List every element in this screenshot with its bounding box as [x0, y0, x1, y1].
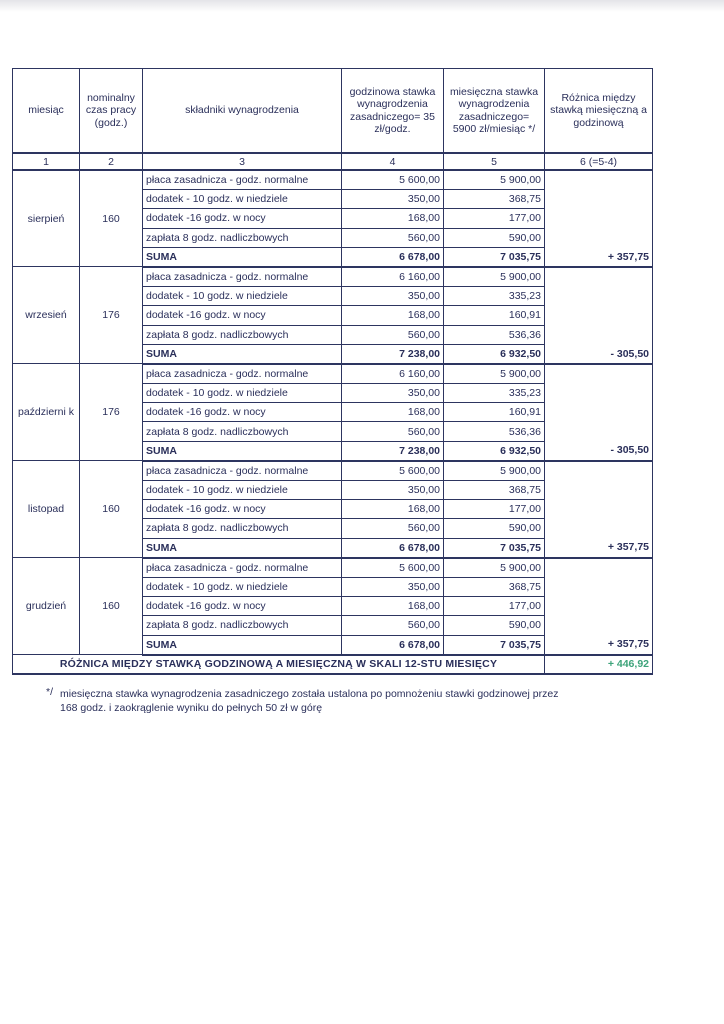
monthly-value: 177,00 — [444, 597, 545, 616]
component-label: płaca zasadnicza - godz. normalne — [143, 267, 342, 287]
hourly-value: 560,00 — [342, 519, 444, 538]
nominal-hours: 176 — [80, 267, 143, 364]
table-row — [13, 364, 653, 384]
monthly-value: 5 900,00 — [444, 558, 545, 578]
monthly-value: 590,00 — [444, 519, 545, 538]
component-label: dodatek - 10 godz. w niedziele — [143, 481, 342, 500]
footnote-marker: */ — [46, 686, 54, 698]
component-label: dodatek - 10 godz. w niedziele — [143, 287, 342, 306]
sum-monthly: 6 932,50 — [444, 344, 545, 364]
monthly-value: 335,23 — [444, 287, 545, 306]
hourly-value: 5 600,00 — [342, 558, 444, 578]
column-number: 2 — [80, 153, 143, 170]
column-number: 1 — [13, 153, 80, 170]
sum-label: SUMA — [143, 344, 342, 364]
component-label: dodatek -16 godz. w nocy — [143, 597, 342, 616]
sum-label: SUMA — [143, 635, 342, 655]
sum-hourly: 6 678,00 — [342, 635, 444, 655]
table-body — [13, 69, 653, 674]
column-number-row — [13, 153, 653, 170]
hourly-value: 350,00 — [342, 190, 444, 209]
hourly-value: 168,00 — [342, 403, 444, 422]
month-name: wrzesień — [13, 267, 80, 364]
component-label: płaca zasadnicza - godz. normalne — [143, 461, 342, 481]
sum-monthly: 6 932,50 — [444, 441, 545, 461]
difference-empty — [545, 267, 653, 344]
hourly-value: 350,00 — [342, 577, 444, 596]
sum-label: SUMA — [143, 247, 342, 267]
hourly-value: 350,00 — [342, 384, 444, 403]
monthly-value: 177,00 — [444, 500, 545, 519]
sum-hourly: 6 678,00 — [342, 538, 444, 558]
total-difference: + 446,92 — [545, 655, 653, 674]
difference-empty — [545, 558, 653, 635]
monthly-value: 177,00 — [444, 209, 545, 228]
month-name: październi k — [13, 364, 80, 461]
header-nominal-hours: nominalny czas pracy (godz.) — [80, 69, 143, 154]
column-number: 6 (=5-4) — [545, 153, 653, 170]
component-label: dodatek -16 godz. w nocy — [143, 209, 342, 228]
table-row — [13, 461, 653, 481]
difference-empty — [545, 461, 653, 538]
hourly-value: 168,00 — [342, 500, 444, 519]
sum-difference: + 357,75 — [545, 247, 653, 267]
component-label: płaca zasadnicza - godz. normalne — [143, 364, 342, 384]
header-month: miesiąc — [13, 69, 80, 154]
hourly-value: 560,00 — [342, 228, 444, 247]
component-label: zapłata 8 godz. nadliczbowych — [143, 422, 342, 441]
monthly-value: 5 900,00 — [444, 461, 545, 481]
monthly-value: 536,36 — [444, 325, 545, 344]
sum-hourly: 7 238,00 — [342, 344, 444, 364]
monthly-value: 5 900,00 — [444, 267, 545, 287]
hourly-value: 6 160,00 — [342, 267, 444, 287]
monthly-value: 368,75 — [444, 577, 545, 596]
hourly-value: 168,00 — [342, 209, 444, 228]
monthly-value: 590,00 — [444, 228, 545, 247]
hourly-value: 168,00 — [342, 597, 444, 616]
scan-edge-shadow — [0, 0, 724, 12]
header-monthly-rate: miesięczna stawka wynagrodzenia zasadniczego= 5900 zł/miesiąc */ — [444, 69, 545, 154]
hourly-value: 350,00 — [342, 481, 444, 500]
header-difference: Różnica między stawką miesięczną a godzinową — [545, 69, 653, 154]
monthly-value: 368,75 — [444, 190, 545, 209]
month-name: listopad — [13, 461, 80, 558]
component-label: dodatek -16 godz. w nocy — [143, 403, 342, 422]
sum-monthly: 7 035,75 — [444, 635, 545, 655]
monthly-value: 5 900,00 — [444, 364, 545, 384]
component-label: dodatek -16 godz. w nocy — [143, 306, 342, 325]
sum-label: SUMA — [143, 538, 342, 558]
sum-monthly: 7 035,75 — [444, 247, 545, 267]
column-number: 5 — [444, 153, 545, 170]
component-label: płaca zasadnicza - godz. normalne — [143, 170, 342, 190]
nominal-hours: 160 — [80, 170, 143, 267]
sum-difference: - 305,50 — [545, 344, 653, 364]
month-name: grudzień — [13, 558, 80, 655]
component-label: dodatek - 10 godz. w niedziele — [143, 190, 342, 209]
header-hourly-rate: godzinowa stawka wynagrodzenia zasadniczego= 35 zł/godz. — [342, 69, 444, 154]
component-label: płaca zasadnicza - godz. normalne — [143, 558, 342, 578]
monthly-value: 536,36 — [444, 422, 545, 441]
sum-label: SUMA — [143, 441, 342, 461]
component-label: zapłata 8 godz. nadliczbowych — [143, 325, 342, 344]
footnote-text: miesięczna stawka wynagrodzenia zasadniczego została ustalona po pomnożeniu stawki godzinowej przez 168 godz. i zaokrąglenie wyniku do pełnych 50 zł w górę — [60, 688, 559, 714]
difference-empty — [545, 364, 653, 441]
monthly-value: 160,91 — [444, 403, 545, 422]
component-label: zapłata 8 godz. nadliczbowych — [143, 228, 342, 247]
sum-difference: + 357,75 — [545, 538, 653, 558]
table-row — [13, 267, 653, 287]
sum-monthly: 7 035,75 — [444, 538, 545, 558]
total-label: RÓŻNICA MIĘDZY STAWKĄ GODZINOWĄ A MIESIĘCZNĄ W SKALI 12-STU MIESIĘCY — [13, 655, 545, 674]
monthly-value: 160,91 — [444, 306, 545, 325]
nominal-hours: 160 — [80, 558, 143, 655]
component-label: dodatek - 10 godz. w niedziele — [143, 384, 342, 403]
nominal-hours: 176 — [80, 364, 143, 461]
monthly-value: 590,00 — [444, 616, 545, 635]
table-row — [13, 558, 653, 578]
monthly-value: 368,75 — [444, 481, 545, 500]
hourly-value: 6 160,00 — [342, 364, 444, 384]
sum-difference: + 357,75 — [545, 635, 653, 655]
column-number: 4 — [342, 153, 444, 170]
total-row — [13, 655, 653, 674]
sum-hourly: 7 238,00 — [342, 441, 444, 461]
hourly-value: 560,00 — [342, 616, 444, 635]
difference-empty — [545, 170, 653, 247]
hourly-value: 5 600,00 — [342, 461, 444, 481]
header-row — [13, 69, 653, 154]
column-number: 3 — [143, 153, 342, 170]
component-label: dodatek - 10 godz. w niedziele — [143, 577, 342, 596]
component-label: zapłata 8 godz. nadliczbowych — [143, 616, 342, 635]
header-components: składniki wynagrodzenia — [143, 69, 342, 154]
monthly-value: 335,23 — [444, 384, 545, 403]
hourly-value: 5 600,00 — [342, 170, 444, 190]
table-row — [13, 170, 653, 190]
component-label: dodatek -16 godz. w nocy — [143, 500, 342, 519]
footnote — [46, 686, 560, 715]
hourly-value: 560,00 — [342, 422, 444, 441]
hourly-value: 168,00 — [342, 306, 444, 325]
nominal-hours: 160 — [80, 461, 143, 558]
hourly-value: 560,00 — [342, 325, 444, 344]
hourly-value: 350,00 — [342, 287, 444, 306]
component-label: zapłata 8 godz. nadliczbowych — [143, 519, 342, 538]
monthly-value: 5 900,00 — [444, 170, 545, 190]
sum-hourly: 6 678,00 — [342, 247, 444, 267]
month-name: sierpień — [13, 170, 80, 267]
sum-difference: - 305,50 — [545, 441, 653, 461]
wage-comparison-table — [12, 68, 653, 675]
